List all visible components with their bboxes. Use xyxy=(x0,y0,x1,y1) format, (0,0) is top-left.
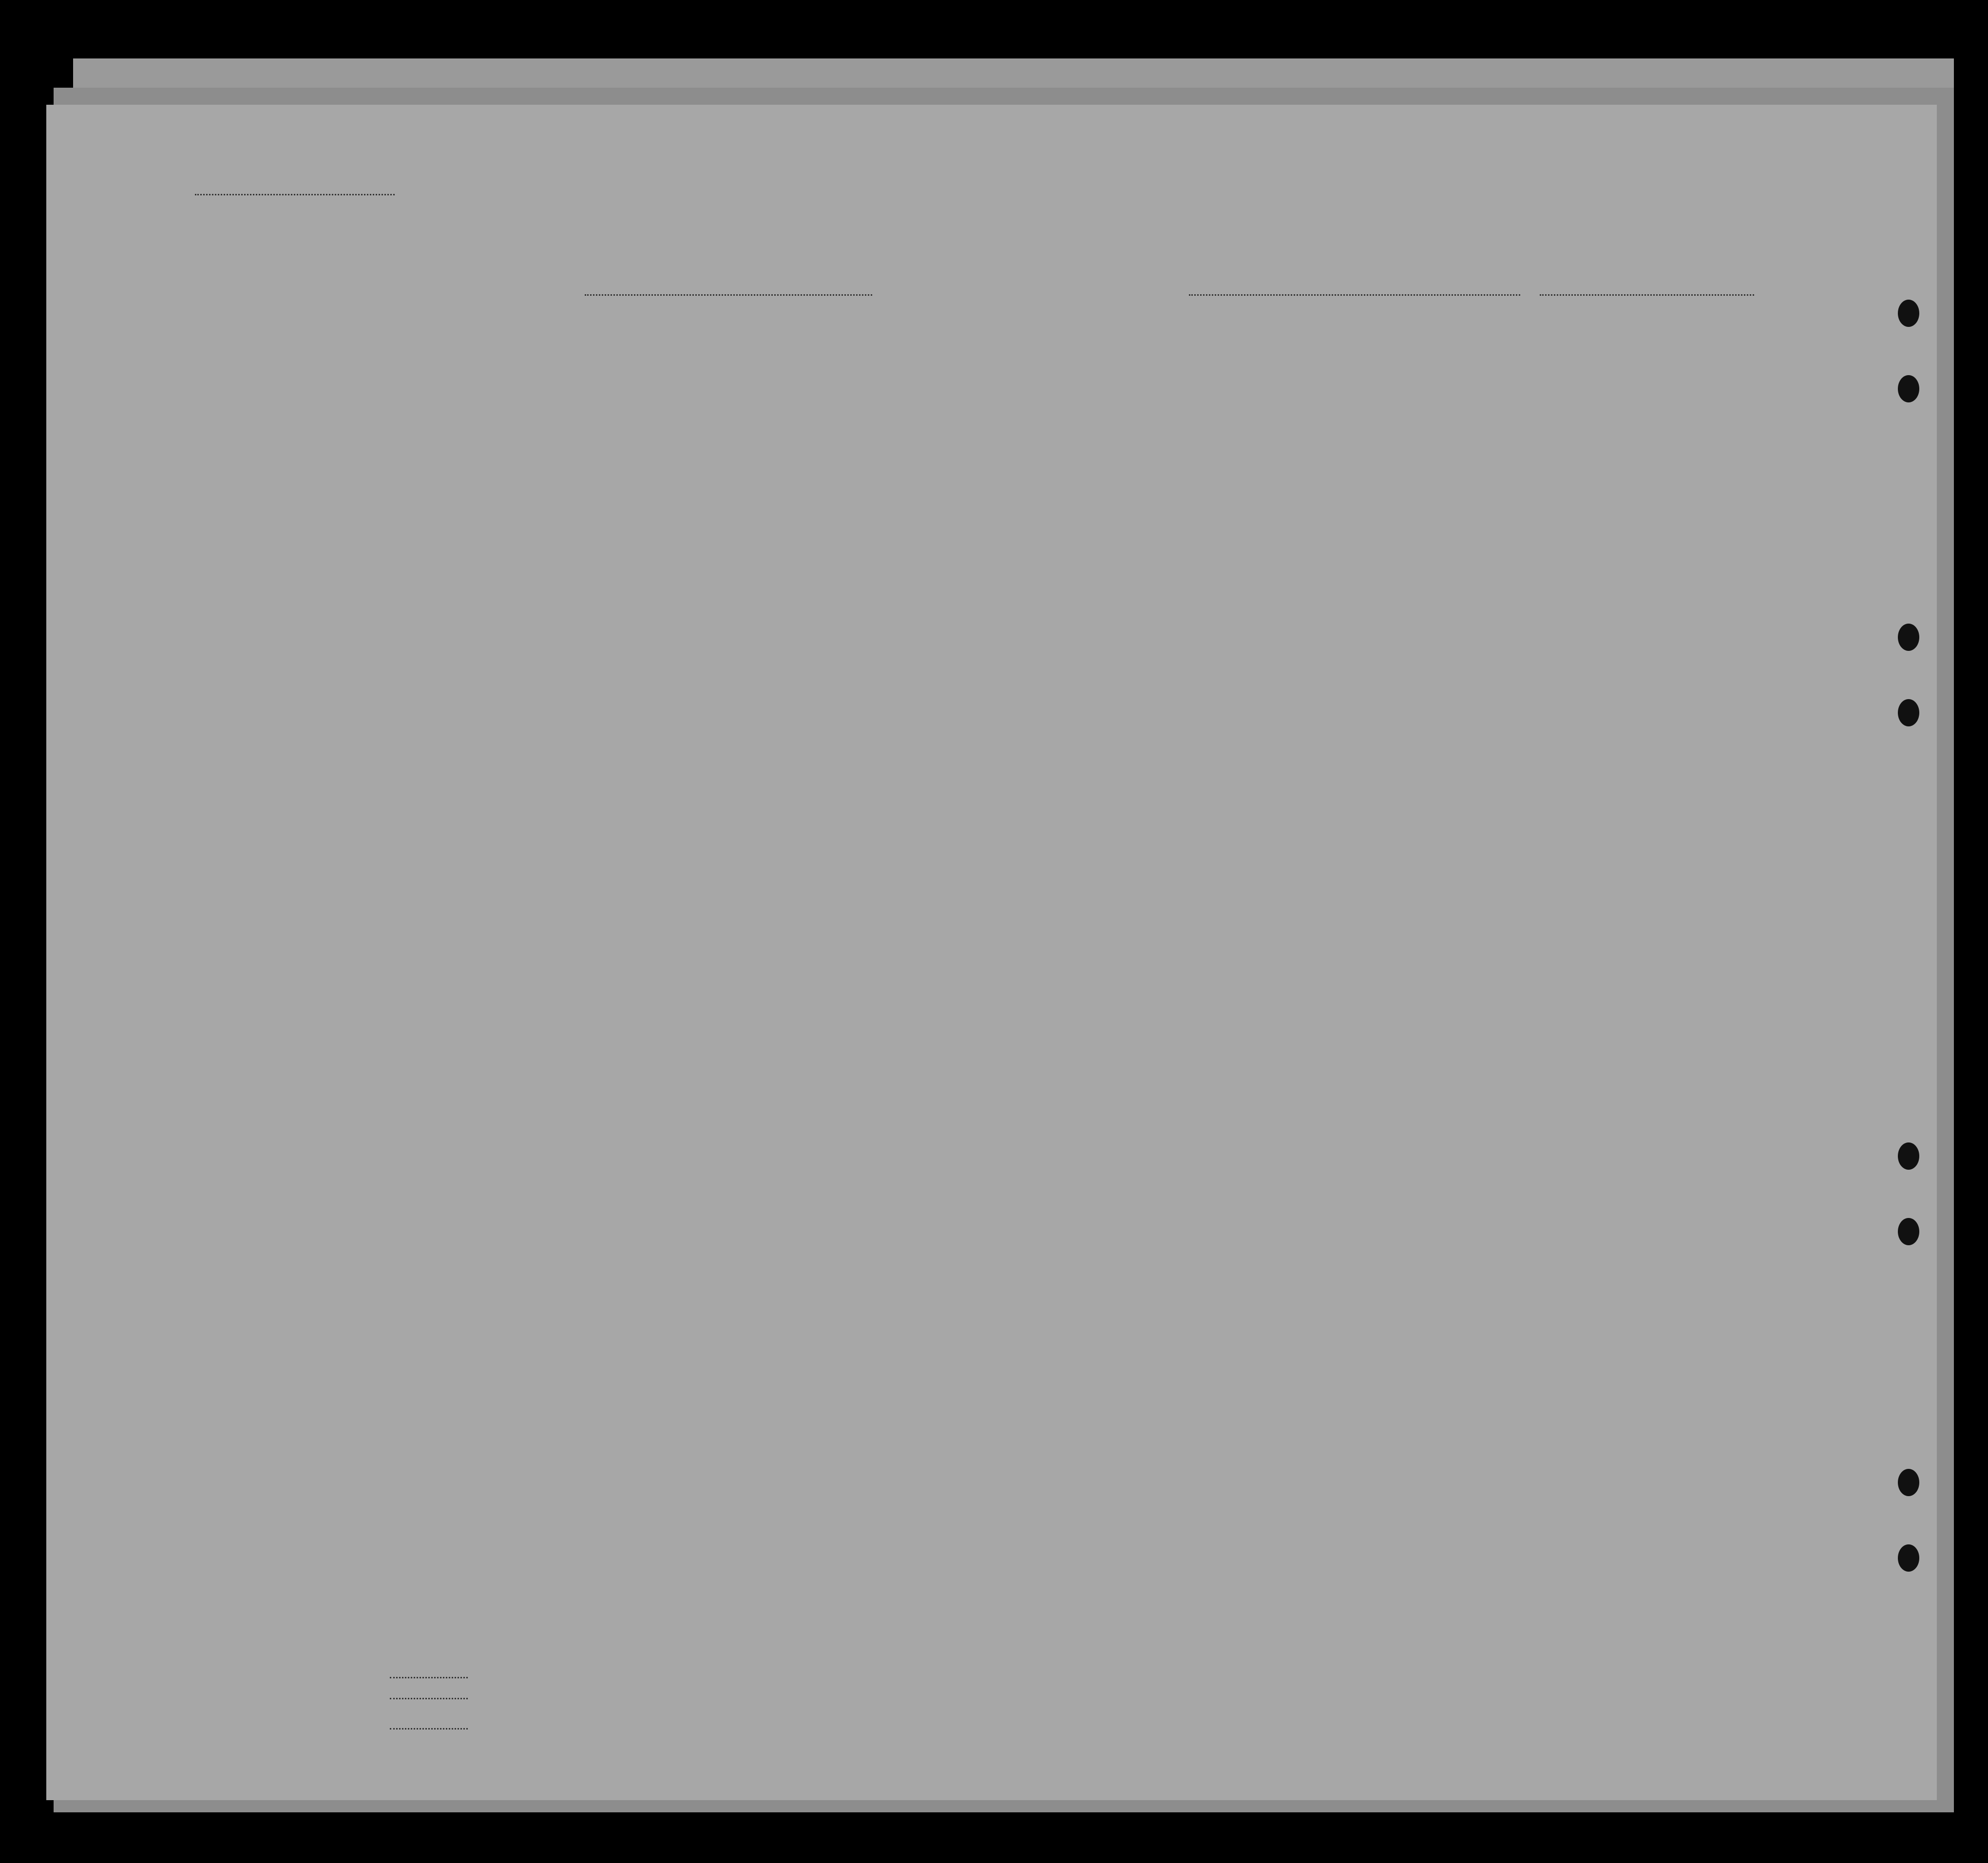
aliens-line xyxy=(390,1728,468,1730)
total-line xyxy=(390,1677,468,1678)
punch-hole xyxy=(1898,1142,1919,1170)
punch-hole xyxy=(1898,1469,1919,1496)
citizens-line xyxy=(390,1698,468,1699)
punch-hole xyxy=(1898,1218,1919,1245)
punch-hole xyxy=(1898,624,1919,651)
punch-hole xyxy=(1898,375,1919,402)
punch-hole xyxy=(1898,1544,1919,1572)
punch-hole xyxy=(1898,699,1919,726)
punch-hole xyxy=(1898,300,1919,327)
